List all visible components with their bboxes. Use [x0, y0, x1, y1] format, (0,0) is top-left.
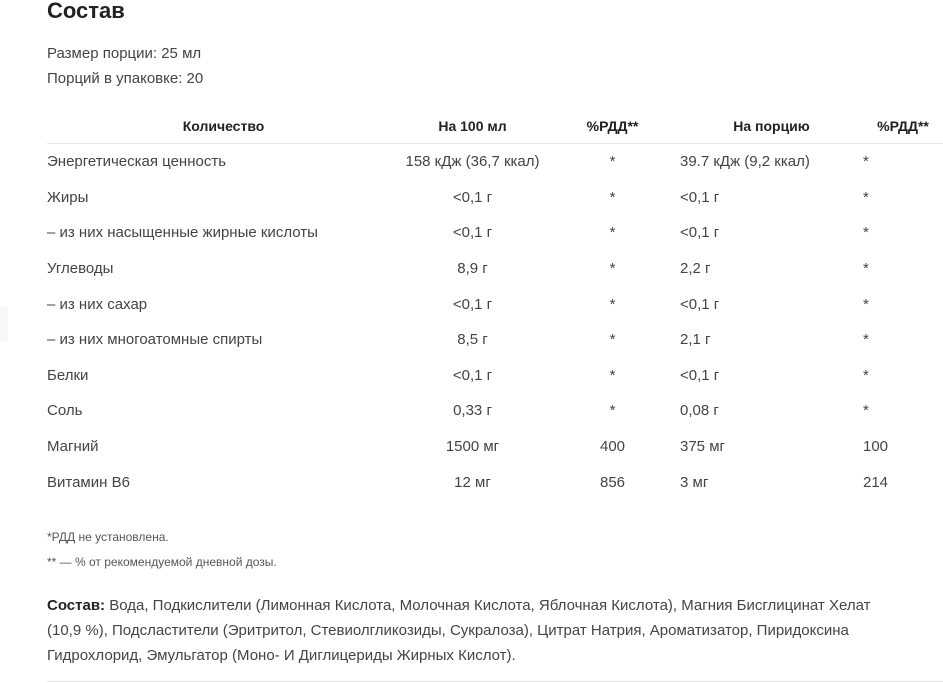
value-per-serving: 2,2 г	[680, 260, 711, 278]
value-per-serving: 2,1 г	[680, 331, 711, 349]
value-per-100ml: 158 кДж (36,7 ккал)	[405, 153, 540, 171]
rdd-per-100ml: *	[609, 153, 616, 171]
nutrient-name: Магний	[47, 438, 99, 456]
value-per-100ml: <0,1 г	[452, 366, 493, 384]
rdd-per-100ml: *	[609, 331, 616, 349]
composition-text	[47, 593, 943, 668]
value-per-serving: <0,1 г	[680, 295, 720, 313]
header-rdd-100ml: %РДД**	[545, 108, 680, 144]
table-row	[47, 464, 943, 500]
rdd-per-100ml: *	[609, 188, 616, 206]
header-per-100ml: На 100 мл	[400, 108, 545, 144]
nutrient-name: Энергетическая ценность	[47, 153, 227, 171]
table-row	[47, 322, 943, 358]
rdd-per-serving: *	[863, 366, 869, 384]
rdd-per-serving: *	[863, 260, 869, 278]
rdd-per-100ml: 400	[599, 438, 626, 456]
table-row	[47, 215, 943, 251]
table-row	[47, 180, 943, 216]
nutrient-name: Соль	[47, 402, 83, 420]
table-row	[47, 251, 943, 287]
side-scroll-hint	[0, 306, 8, 342]
servings-per-pack: Порций в упаковке: 20	[47, 70, 204, 87]
header-rdd-serving: %РДД**	[863, 108, 943, 144]
value-per-100ml: <0,1 г	[452, 224, 493, 242]
header-per-serving: На порцию	[680, 108, 863, 144]
bottom-divider	[47, 681, 943, 682]
rdd-per-100ml: *	[609, 295, 616, 313]
rdd-per-serving: *	[863, 188, 869, 206]
value-per-serving: 375 мг	[680, 438, 725, 456]
value-per-100ml: 1500 мг	[445, 438, 500, 456]
value-per-100ml: 12 мг	[454, 473, 491, 491]
composition-line: Гидрохлорид, Эмульгатор (Моно- И Диглицериды Жирных Кислот).	[47, 647, 516, 664]
serving-size: Размер порции: 25 мл	[47, 45, 202, 62]
value-per-serving: 0,08 г	[680, 402, 719, 420]
nutrient-name: – из них насыщенные жирные кислоты	[47, 224, 318, 242]
composition-line	[47, 593, 943, 618]
footnote-rdd-definition: ** — % от рекомендуемой дневной дозы.	[47, 555, 277, 569]
rdd-per-100ml: *	[609, 260, 616, 278]
nutrient-name: Белки	[47, 366, 89, 384]
value-per-serving: <0,1 г	[680, 224, 720, 242]
nutrient-name: – из них сахар	[47, 295, 148, 313]
table-header-row	[47, 108, 943, 144]
value-per-serving: 39.7 кДж (9,2 ккал)	[680, 153, 810, 171]
value-per-100ml: 8,9 г	[457, 260, 488, 278]
table-row	[47, 286, 943, 322]
table-row	[47, 393, 943, 429]
table-row	[47, 358, 943, 394]
nutrient-name: Углеводы	[47, 260, 114, 278]
rdd-per-serving: *	[863, 331, 869, 349]
composition-label: Состав:	[47, 597, 106, 614]
value-per-100ml: 8,5 г	[457, 331, 488, 349]
rdd-per-100ml: *	[609, 224, 616, 242]
value-per-100ml: 0,33 г	[453, 402, 492, 420]
composition-text-part: Вода, Подкислители (Лимонная Кислота, Молочная Кислота, Яблочная Кислота), Магния Бисглицинат Хелат	[105, 597, 871, 614]
rdd-per-serving: *	[863, 153, 869, 171]
value-per-serving: <0,1 г	[680, 188, 720, 206]
nutrient-name: Жиры	[47, 188, 89, 206]
nutrition-table	[47, 108, 943, 500]
rdd-per-100ml: *	[609, 366, 616, 384]
rdd-per-100ml: *	[609, 402, 616, 420]
header-quantity: Количество	[47, 108, 400, 144]
value-per-100ml: <0,1 г	[452, 188, 493, 206]
rdd-per-serving: 214	[863, 473, 889, 491]
nutrient-name: – из них многоатомные спирты	[47, 331, 263, 349]
footnote-rdd-not-set: *РДД не установлена.	[47, 530, 169, 544]
value-per-serving: <0,1 г	[680, 366, 720, 384]
table-row	[47, 144, 943, 180]
value-per-100ml: <0,1 г	[452, 295, 493, 313]
section-title: Состав	[47, 0, 125, 23]
composition-line: (10,9 %), Подсластители (Эритритол, Стевиолгликозиды, Сукралоза), Цитрат Натрия, Ароматизатор, Пиридоксина	[47, 622, 849, 639]
rdd-per-serving: 100	[863, 438, 889, 456]
rdd-per-serving: *	[863, 402, 869, 420]
value-per-serving: 3 мг	[680, 473, 709, 491]
rdd-per-100ml: 856	[599, 473, 626, 491]
rdd-per-serving: *	[863, 224, 869, 242]
nutrient-name: Витамин B6	[47, 473, 130, 491]
table-row	[47, 429, 943, 465]
rdd-per-serving: *	[863, 295, 869, 313]
